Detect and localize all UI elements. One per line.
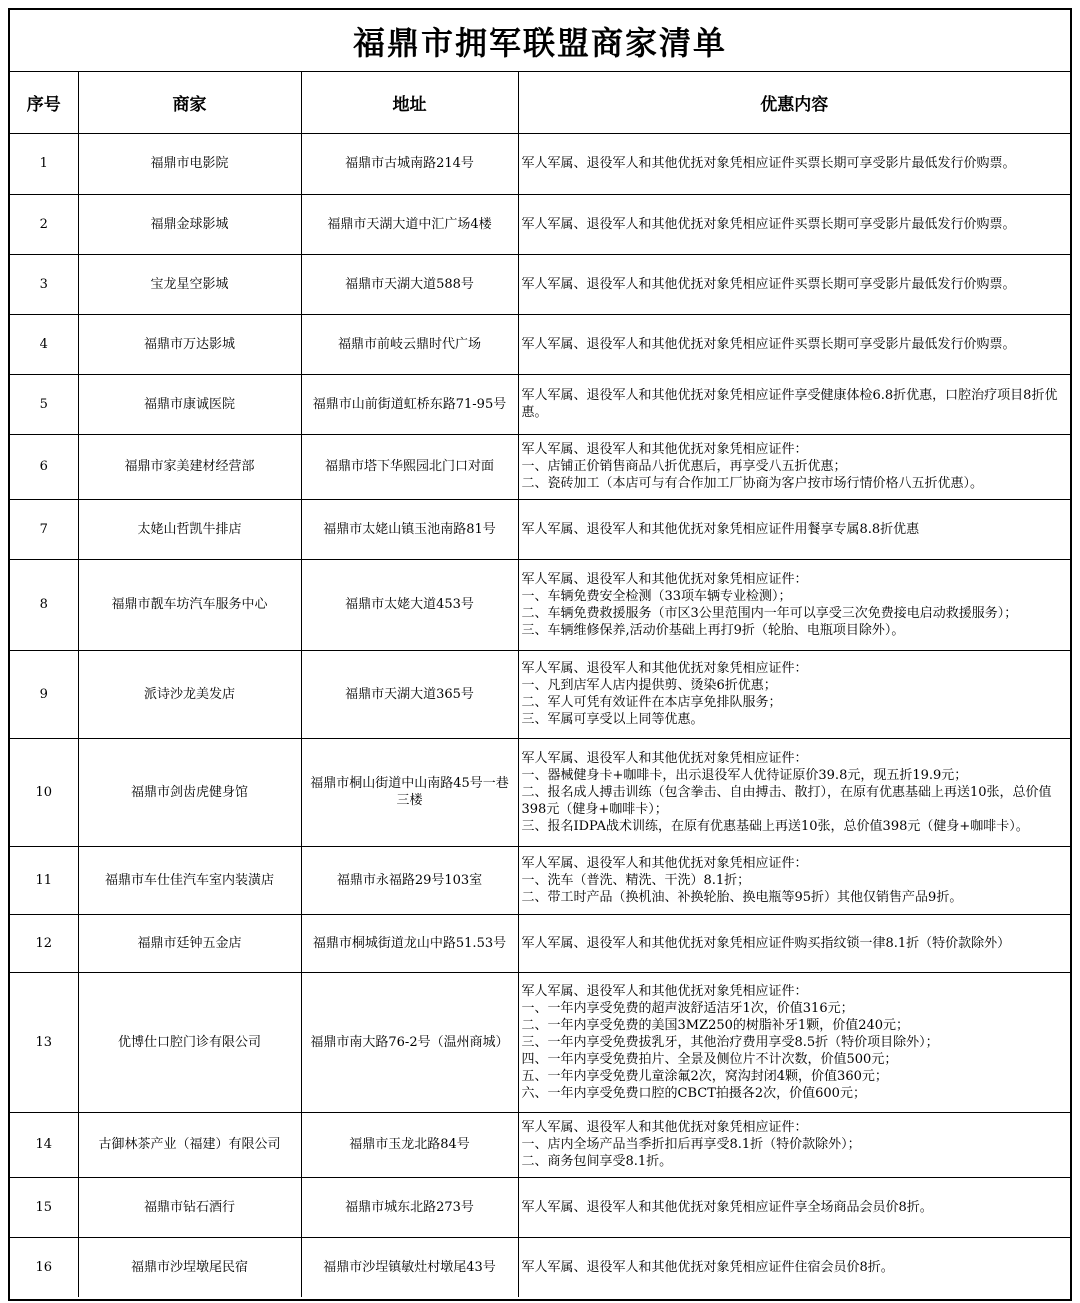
row-index: 15: [10, 1177, 78, 1237]
row-offer: 军人军属、退役军人和其他优抚对象凭相应证件： 一、凡到店军人店内提供剪、烫染6折优惠； 二、军人可凭有效证件在本店享免排队服务； 三、军属可享受以上同等优惠。: [518, 650, 1070, 738]
row-offer: 军人军属、退役军人和其他优抚对象凭相应证件： 一、车辆免费安全检测（33项车辆专业检测）； 二、车辆免费救援服务（市区3公里范围内一年可以享受三次免费接电启动救援服务）； 三、车辆维修保养,活动价基础上再打9折（轮胎、电瓶项目除外）。: [518, 559, 1070, 650]
table-row: [10, 559, 1070, 650]
table-row: [10, 1112, 1070, 1177]
row-address: 福鼎市桐城街道龙山中路51.53号: [301, 914, 518, 972]
table-row: [10, 738, 1070, 846]
row-address: 福鼎市山前街道虹桥东路71-95号: [301, 374, 518, 434]
row-merchant: 福鼎市钻石酒行: [78, 1177, 301, 1237]
row-merchant: 太姥山哲凯牛排店: [78, 499, 301, 559]
table-row: [10, 1177, 1070, 1237]
row-address: 福鼎市沙埕镇敏灶村墩尾43号: [301, 1237, 518, 1297]
header-merchant: 商家: [78, 72, 301, 133]
page-title: 福鼎市拥军联盟商家清单: [10, 10, 1070, 72]
row-offer: 军人军属、退役军人和其他优抚对象凭相应证件买票长期可享受影片最低发行价购票。: [518, 314, 1070, 374]
table-row: [10, 254, 1070, 314]
row-index: 1: [10, 133, 78, 194]
row-merchant: 福鼎金球影城: [78, 194, 301, 254]
row-address: 福鼎市天湖大道588号: [301, 254, 518, 314]
row-offer: 军人军属、退役军人和其他优抚对象凭相应证件： 一、器械健身卡+咖啡卡，出示退役军人优待证原价39.8元，现五折19.9元； 二、报名成人搏击训练（包含拳击、自由搏击、散打），在原有优惠基础上再送10张，总价值398元（健身+咖啡卡）； 三、报名IDPA战术训练，在原有优惠基础上再送10张，总价值398元（健身+咖啡卡）。: [518, 738, 1070, 846]
header-index: 序号: [10, 72, 78, 133]
row-merchant: 福鼎市剑齿虎健身馆: [78, 738, 301, 846]
row-offer: 军人军属、退役军人和其他优抚对象凭相应证件住宿会员价8折。: [518, 1237, 1070, 1297]
table-row: [10, 499, 1070, 559]
table-row: [10, 846, 1070, 914]
row-merchant: 宝龙星空影城: [78, 254, 301, 314]
row-index: 10: [10, 738, 78, 846]
row-address: 福鼎市塔下华熙园北门口对面: [301, 434, 518, 499]
row-index: 7: [10, 499, 78, 559]
row-merchant: 优博仕口腔门诊有限公司: [78, 972, 301, 1112]
row-address: 福鼎市古城南路214号: [301, 133, 518, 194]
row-merchant: 古御林茶产业（福建）有限公司: [78, 1112, 301, 1177]
row-offer: 军人军属、退役军人和其他优抚对象凭相应证件： 一、店铺正价销售商品八折优惠后，再享受八五折优惠； 二、瓷砖加工（本店可与有合作加工厂协商为客户按市场行情价格八五折优惠）。: [518, 434, 1070, 499]
table-row: [10, 1237, 1070, 1297]
table-row: [10, 314, 1070, 374]
header-offer: 优惠内容: [518, 72, 1070, 133]
row-address: 福鼎市玉龙北路84号: [301, 1112, 518, 1177]
row-address: 福鼎市永福路29号103室: [301, 846, 518, 914]
row-merchant: 福鼎市康诚医院: [78, 374, 301, 434]
row-offer: 军人军属、退役军人和其他优抚对象凭相应证件： 一、一年内享受免费的超声波舒适洁牙1次，价值316元； 二、一年内享受免费的美国3MZ250的树脂补牙1颗，价值240元； 三、一年内享受免费拔乳牙，其他治疗费用享受8.5折（特价项目除外）； 四、一年内享受免费拍片、全景及侧位片不计次数，价值500元； 五、一年内享受免费儿童涂氟2次，窝沟封闭4颗，价值360元； 六、一年内享受免费口腔的CBCT拍摄各2次，价值600元；: [518, 972, 1070, 1112]
header-row: [10, 72, 1070, 133]
row-index: 2: [10, 194, 78, 254]
row-address: 福鼎市南大路76-2号（温州商城）: [301, 972, 518, 1112]
row-address: 福鼎市天湖大道365号: [301, 650, 518, 738]
row-index: 13: [10, 972, 78, 1112]
row-address: 福鼎市城东北路273号: [301, 1177, 518, 1237]
row-address: 福鼎市太姥山镇玉池南路81号: [301, 499, 518, 559]
row-offer: 军人军属、退役军人和其他优抚对象凭相应证件购买指纹锁一律8.1折（特价款除外）: [518, 914, 1070, 972]
merchant-list-sheet: [8, 8, 1072, 1301]
table-row: [10, 194, 1070, 254]
row-merchant: 福鼎市家美建材经营部: [78, 434, 301, 499]
row-index: 8: [10, 559, 78, 650]
row-merchant: 福鼎市车仕佳汽车室内装潢店: [78, 846, 301, 914]
row-index: 3: [10, 254, 78, 314]
row-offer: 军人军属、退役军人和其他优抚对象凭相应证件享全场商品会员价8折。: [518, 1177, 1070, 1237]
table-row: [10, 374, 1070, 434]
row-index: 11: [10, 846, 78, 914]
row-offer: 军人军属、退役军人和其他优抚对象凭相应证件买票长期可享受影片最低发行价购票。: [518, 254, 1070, 314]
row-index: 16: [10, 1237, 78, 1297]
row-offer: 军人军属、退役军人和其他优抚对象凭相应证件： 一、店内全场产品当季折扣后再享受8.1折（特价款除外）； 二、商务包间享受8.1折。: [518, 1112, 1070, 1177]
row-address: 福鼎市前岐云鼎时代广场: [301, 314, 518, 374]
header-address: 地址: [301, 72, 518, 133]
row-merchant: 派诗沙龙美发店: [78, 650, 301, 738]
row-offer: 军人军属、退役军人和其他优抚对象凭相应证件用餐享专属8.8折优惠: [518, 499, 1070, 559]
row-merchant: 福鼎市靓车坊汽车服务中心: [78, 559, 301, 650]
table-row: [10, 434, 1070, 499]
row-offer: 军人军属、退役军人和其他优抚对象凭相应证件买票长期可享受影片最低发行价购票。: [518, 194, 1070, 254]
table-row: [10, 650, 1070, 738]
table-row: [10, 133, 1070, 194]
row-index: 12: [10, 914, 78, 972]
table-row: [10, 914, 1070, 972]
row-index: 6: [10, 434, 78, 499]
row-index: 14: [10, 1112, 78, 1177]
row-offer: 军人军属、退役军人和其他优抚对象凭相应证件： 一、洗车（普洗、精洗、干洗）8.1折； 二、带工时产品（换机油、补换轮胎、换电瓶等95折）其他仅销售产品9折。: [518, 846, 1070, 914]
row-offer: 军人军属、退役军人和其他优抚对象凭相应证件买票长期可享受影片最低发行价购票。: [518, 133, 1070, 194]
row-index: 5: [10, 374, 78, 434]
row-merchant: 福鼎市廷钟五金店: [78, 914, 301, 972]
row-index: 4: [10, 314, 78, 374]
row-merchant: 福鼎市万达影城: [78, 314, 301, 374]
row-address: 福鼎市桐山街道中山南路45号一巷三楼: [301, 738, 518, 846]
row-address: 福鼎市天湖大道中汇广场4楼: [301, 194, 518, 254]
table-row: [10, 972, 1070, 1112]
row-offer: 军人军属、退役军人和其他优抚对象凭相应证件享受健康体检6.8折优惠，口腔治疗项目8折优惠。: [518, 374, 1070, 434]
merchant-table: [10, 72, 1070, 1297]
row-index: 9: [10, 650, 78, 738]
row-merchant: 福鼎市电影院: [78, 133, 301, 194]
row-merchant: 福鼎市沙埕墩尾民宿: [78, 1237, 301, 1297]
row-address: 福鼎市太姥大道453号: [301, 559, 518, 650]
